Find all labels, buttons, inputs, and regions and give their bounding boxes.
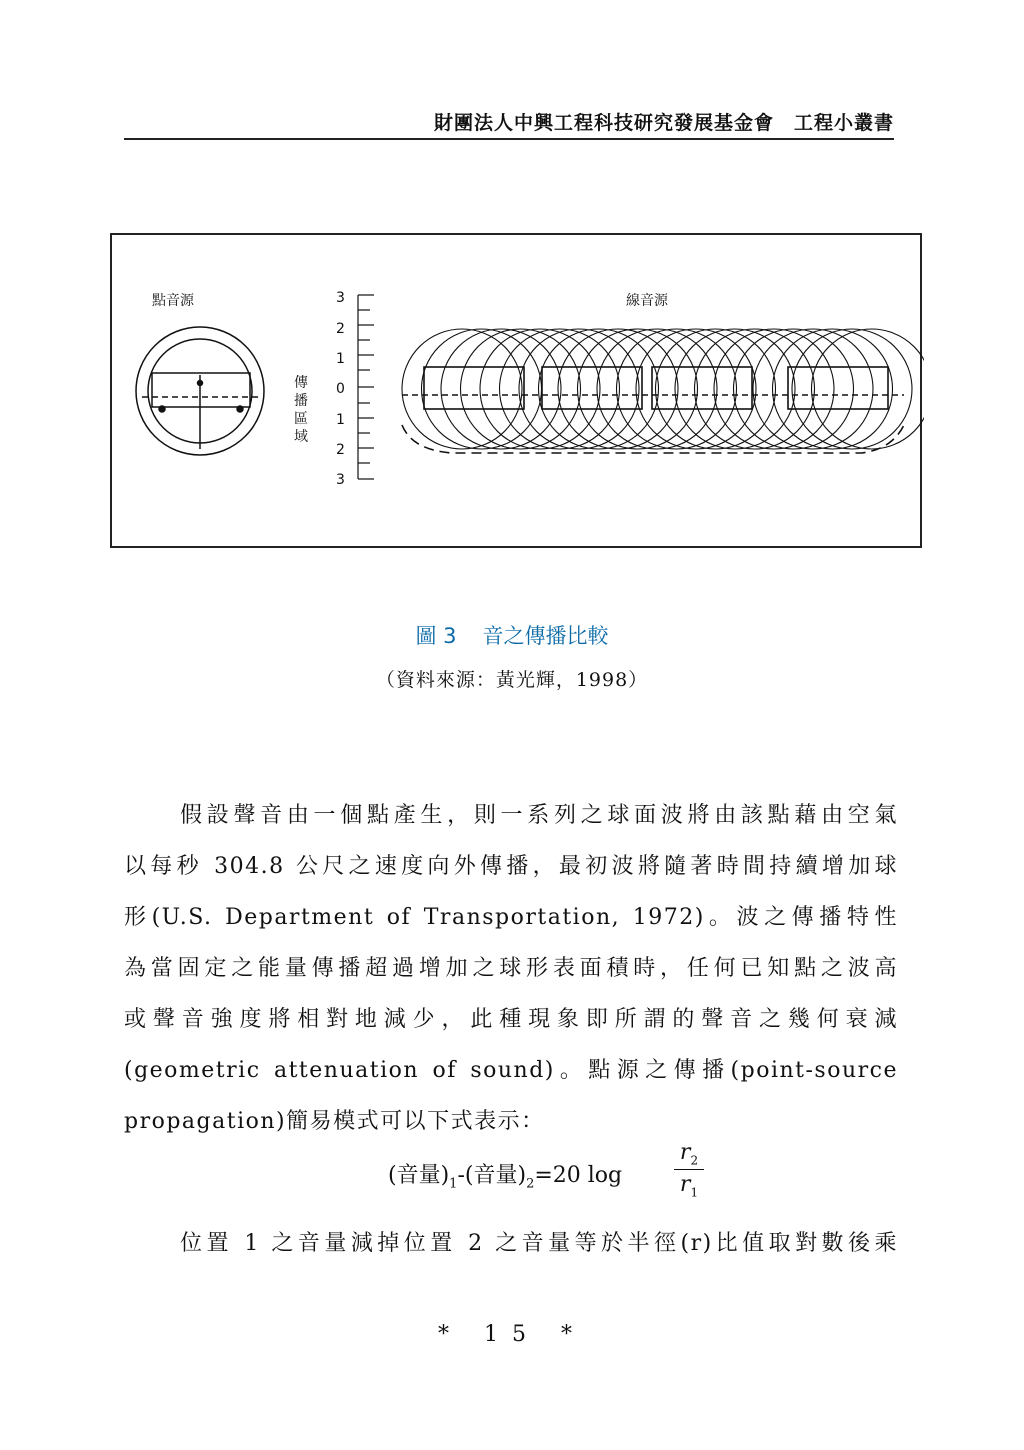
paragraph-line: 或聲音強度將相對地減少，此種現象即所謂的聲音之幾何衰減 bbox=[124, 1007, 898, 1032]
wavefront-ring bbox=[402, 329, 522, 449]
tick-label: 3 bbox=[336, 290, 345, 306]
wavefront-ring bbox=[597, 329, 717, 449]
tick-label: 3 bbox=[336, 472, 345, 488]
formula-fraction bbox=[674, 1140, 704, 1200]
line-source-drawing bbox=[402, 329, 924, 453]
wavefront-ring bbox=[558, 329, 678, 449]
wavefront-ring bbox=[480, 329, 600, 449]
fraction-numerator: $r_2$ bbox=[674, 1140, 704, 1170]
body-paragraph bbox=[124, 790, 898, 1147]
paragraph-line: 假設聲音由一個點產生，則一系列之球面波將由該點藉由空氣 bbox=[180, 803, 898, 828]
fraction-denominator: $r_1$ bbox=[679, 1172, 699, 1200]
tick-label: 1 bbox=[336, 351, 345, 367]
point-source-label: 點音源 bbox=[152, 293, 194, 309]
figure-3 bbox=[110, 233, 922, 548]
formula-sub-2: 2 bbox=[526, 1176, 535, 1192]
wavefront-ring bbox=[792, 329, 912, 449]
formula-minus: - bbox=[457, 1163, 465, 1188]
wavefront-ring bbox=[695, 329, 815, 449]
axis-char-2: 播 bbox=[294, 393, 308, 409]
wavefront-ring bbox=[636, 329, 756, 449]
line-source-label: 線音源 bbox=[626, 293, 668, 309]
paragraph-line: 以每秒 304.8 公尺之速度向外傳播，最初波將隨著時間持續增加球 bbox=[124, 854, 898, 879]
wavefront-ring bbox=[617, 329, 737, 449]
point-source-drawing bbox=[136, 327, 264, 455]
page-number: * 15 * bbox=[438, 1322, 586, 1347]
wavefront-ring bbox=[441, 329, 561, 449]
tick-label: 1 bbox=[336, 412, 345, 428]
paragraph-line: 為當固定之能量傳播超過增加之球形表面積時，任何已知點之波高 bbox=[124, 956, 898, 981]
sound-propagation-diagram bbox=[112, 235, 924, 550]
axis-char-4: 域 bbox=[294, 429, 308, 445]
figure-caption bbox=[0, 620, 1024, 650]
figure-source: （資料來源：黃光輝，1998） bbox=[375, 669, 649, 691]
wavefront-ring bbox=[500, 329, 620, 449]
propagation-axis bbox=[294, 290, 374, 488]
axis-char-1: 傳 bbox=[294, 375, 308, 391]
continuation-paragraph bbox=[124, 1218, 898, 1269]
axis-char-3: 區 bbox=[294, 411, 308, 427]
caption-number: 圖 3 bbox=[415, 624, 457, 648]
wavefront-ring bbox=[539, 329, 659, 449]
paragraph-line: (geometric attenuation of sound)。點源之傳播(point-source bbox=[124, 1058, 898, 1083]
tick-label: 2 bbox=[336, 442, 345, 458]
wavefront-ring bbox=[519, 329, 639, 449]
running-header bbox=[124, 108, 894, 140]
tick-label: 0 bbox=[336, 381, 345, 397]
paragraph-line: 形(U.S. Department of Transportation, 1972)。波之傳播特性 bbox=[124, 905, 898, 930]
wavefront-ring bbox=[675, 329, 795, 449]
wavefront-ring bbox=[578, 329, 698, 449]
formula-term-2: (音量) bbox=[464, 1163, 527, 1188]
wavefront-ring bbox=[753, 329, 873, 449]
header-title: 財團法人中興工程科技研究發展基金會 工程小叢書 bbox=[433, 112, 894, 134]
caption-title: 音之傳播比較 bbox=[482, 624, 609, 648]
wavefront-ring bbox=[812, 329, 925, 449]
tick-label: 2 bbox=[336, 321, 345, 337]
formula-sub-1: 1 bbox=[449, 1176, 458, 1192]
wavefront-ring bbox=[773, 329, 893, 449]
formula-term-1: (音量) bbox=[388, 1163, 450, 1188]
paragraph-line: propagation)簡易模式可以下式表示： bbox=[124, 1109, 545, 1134]
paragraph-line: 位置 1 之音量減掉位置 2 之音量等於半徑(r)比值取對數後乘 bbox=[180, 1231, 898, 1256]
wavefront-ring bbox=[714, 329, 834, 449]
wavefront-ring bbox=[461, 329, 581, 449]
attenuation-formula bbox=[388, 1140, 718, 1210]
wavefront-ring bbox=[656, 329, 776, 449]
formula-equals-log: =20 log bbox=[534, 1163, 623, 1188]
